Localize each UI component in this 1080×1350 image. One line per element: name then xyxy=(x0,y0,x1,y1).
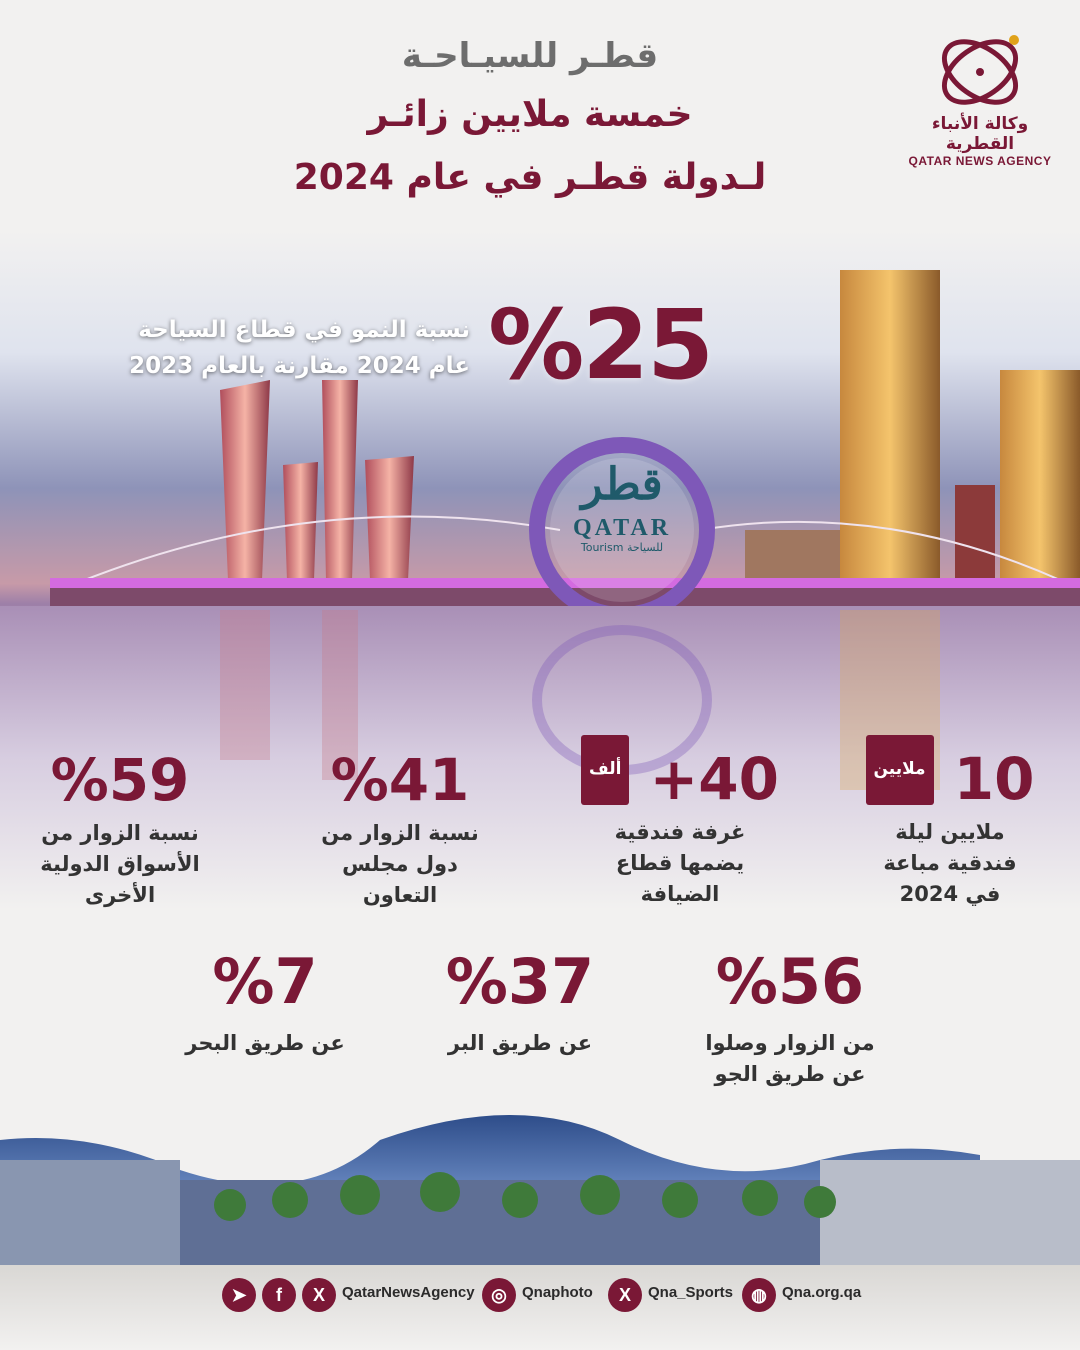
telegram-icon[interactable]: ➤ xyxy=(222,1278,256,1312)
photo-handle-link[interactable]: Qnaphoto xyxy=(522,1284,593,1301)
stat-hotel-nights xyxy=(850,735,1050,910)
stat-land-arrivals-value: %37 xyxy=(445,945,595,1018)
stat-air-arrivals-line1: من الزوار وصلوا xyxy=(705,1031,875,1055)
facebook-icon[interactable]: f xyxy=(262,1278,296,1312)
stat-gcc-visitors-value: %41 xyxy=(330,746,470,814)
stat-other-visitors-line3: الأخرى xyxy=(84,883,156,907)
header-title-line3: لـدولة قطـر في عام 2024 xyxy=(293,157,767,198)
stat-other-visitors-line2: الأسواق الدولية xyxy=(40,852,200,876)
social-footer xyxy=(0,1270,1080,1320)
header-title-line2: خمسة ملايين زائـر xyxy=(367,94,693,135)
stat-air-arrivals-line2: عن طريق الجو xyxy=(714,1062,866,1086)
stat-hotel-rooms-unit: ألف xyxy=(581,735,629,805)
logo-arabic-text: وكالة الأنباء القطرية xyxy=(931,114,1029,154)
stat-land-arrivals xyxy=(420,945,620,1059)
qna-logo-icon xyxy=(930,30,1030,110)
stat-hotel-rooms xyxy=(570,735,790,910)
stat-gcc-visitors xyxy=(300,748,500,911)
stat-land-arrivals-line1: عن طريق البر xyxy=(447,1031,593,1055)
instagram-icon[interactable]: ◎ xyxy=(482,1278,516,1312)
globe-icon[interactable]: ◍ xyxy=(742,1278,776,1312)
growth-description-line1: نسبة النمو في قطاع السياحة xyxy=(138,317,470,343)
qna-logo xyxy=(900,30,1060,168)
stat-sea-arrivals-line1: عن طريق البحر xyxy=(185,1031,345,1055)
growth-percentage: %25 xyxy=(488,289,712,401)
stat-gcc-visitors-line1: نسبة الزوار من xyxy=(321,821,479,845)
stat-other-visitors-line1: نسبة الزوار من xyxy=(41,821,199,845)
stat-air-arrivals xyxy=(690,945,890,1090)
stat-hotel-nights-line2: فندقية مباعة xyxy=(883,851,1017,875)
agency-handle-link[interactable]: QatarNewsAgency xyxy=(342,1284,475,1301)
stat-hotel-rooms-line2: يضمها قطاع xyxy=(615,851,745,875)
stat-sea-arrivals-value: %7 xyxy=(212,945,318,1018)
stat-gcc-visitors-line3: التعاون xyxy=(362,883,438,907)
stat-hotel-nights-unit: ملايين xyxy=(866,735,934,805)
qatar-tourism-sign-arabic: قطر xyxy=(581,459,663,510)
stat-air-arrivals-value: %56 xyxy=(715,945,865,1018)
logo-english-text: QATAR NEWS AGENCY xyxy=(908,154,1052,168)
website-link[interactable]: Qna.org.qa xyxy=(782,1284,862,1301)
stat-sea-arrivals xyxy=(165,945,365,1059)
stat-hotel-nights-value: 10 xyxy=(953,745,1035,813)
header-titles xyxy=(250,30,810,208)
qatar-tourism-sign-sub-en: Tourism xyxy=(580,541,624,554)
stat-hotel-nights-line1: ملايين ليلة xyxy=(895,820,1005,844)
sports-handle-link[interactable]: Qna_Sports xyxy=(648,1284,734,1301)
stat-gcc-visitors-line2: دول مجلس xyxy=(342,852,458,876)
stat-hotel-nights-line3: في 2024 xyxy=(899,882,1001,906)
qatar-tourism-sign xyxy=(545,455,699,555)
x-icon[interactable]: X xyxy=(302,1278,336,1312)
stat-hotel-rooms-line1: غرفة فندقية xyxy=(614,820,746,844)
stat-hotel-rooms-value: +40 xyxy=(649,745,779,813)
stat-other-visitors-value: %59 xyxy=(50,746,190,814)
x-icon[interactable]: X xyxy=(608,1278,642,1312)
header-title-line1: قطـر للسيـاحـة xyxy=(401,36,659,76)
growth-description-line2: عام 2024 مقارنة بالعام 2023 xyxy=(129,353,470,379)
qatar-tourism-sign-sub-ar: للسياحة xyxy=(626,541,664,554)
qatar-tourism-sign-english: QATAR xyxy=(572,515,672,541)
stat-other-visitors xyxy=(20,748,220,911)
growth-description xyxy=(100,312,470,384)
stat-hotel-rooms-line3: الضيافة xyxy=(640,882,720,906)
